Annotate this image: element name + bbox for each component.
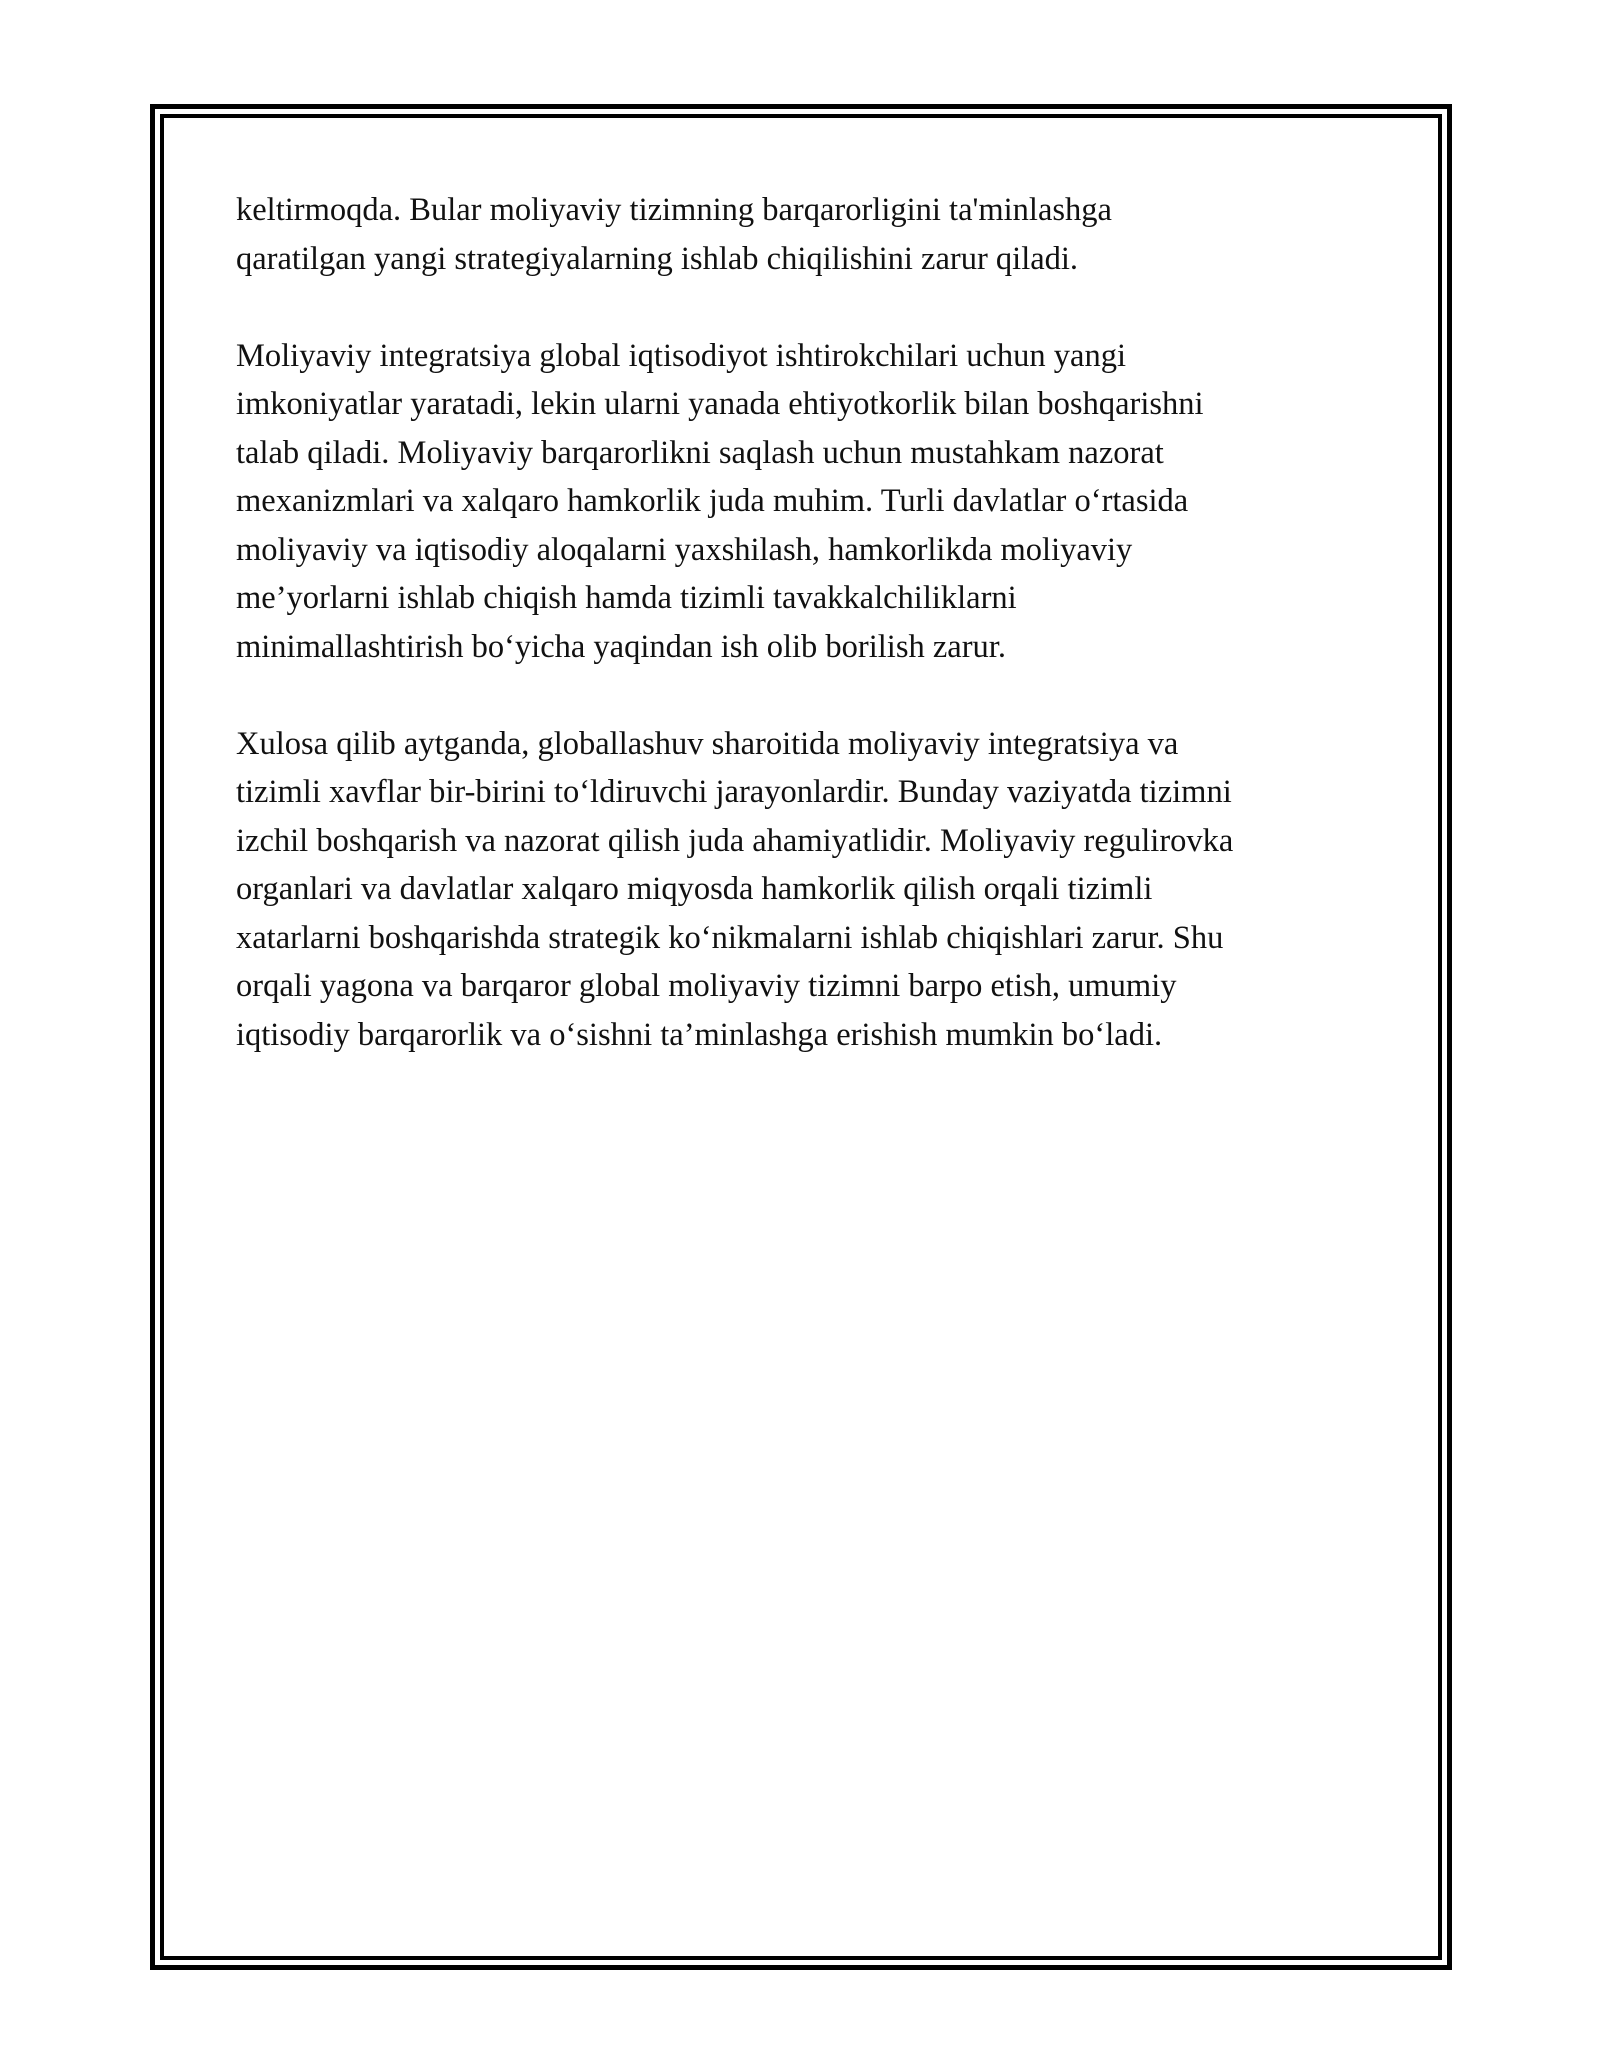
paragraph: Xulosa qilib aytganda, globallashuv sharoitida moliyaviy integratsiya va tizimli xavflar bir-birini to‘ldiruvchi jarayonlardir. Bunday vaziyatda tizimni izchil boshqarish va nazorat qilish juda ahamiyatlidir. Moliyaviy regulirovka organlari va davlatlar xalqaro miqyosda hamkorlik qilish orqali tizimli xatarlarni boshqarishda strategik ko‘nikmalarni ishlab chiqishlari zarur. Shu orqali yagona va barqaror global moliyaviy tizimni barpo etish, umumiy iqtisodiy barqarorlik va o‘sishni ta’minlashga erishish mumkin bo‘ladi. [236,725,1234,1053]
paragraph: Moliyaviy integratsiya global iqtisodiyot ishtirokchilari uchun yangi imkoniyatlar yaratadi, lekin ularni yanada ehtiyotkorlik bilan boshqarishni talab qiladi. Moliyaviy barqarorlikni saqlash uchun mustahkam nazorat mexanizmlari va xalqaro hamkorlik juda muhim. Turli davlatlar o‘rtasida moliyaviy va iqtisodiy aloqalarni yaxshilash, hamkorlikda moliyaviy me’yorlarni ishlab chiqish hamda tizimli tavakkalchiliklarni minimallashtirish bo‘yicha yaqindan ish olib borilish zarur. [236,337,1204,665]
document-body [236,186,1366,1108]
paragraph: keltirmoqda. Bular moliyaviy tizimning barqarorligini ta'minlashga qaratilgan yangi strategiyalarning ishlab chiqilishini zarur qiladi. [236,192,1112,277]
